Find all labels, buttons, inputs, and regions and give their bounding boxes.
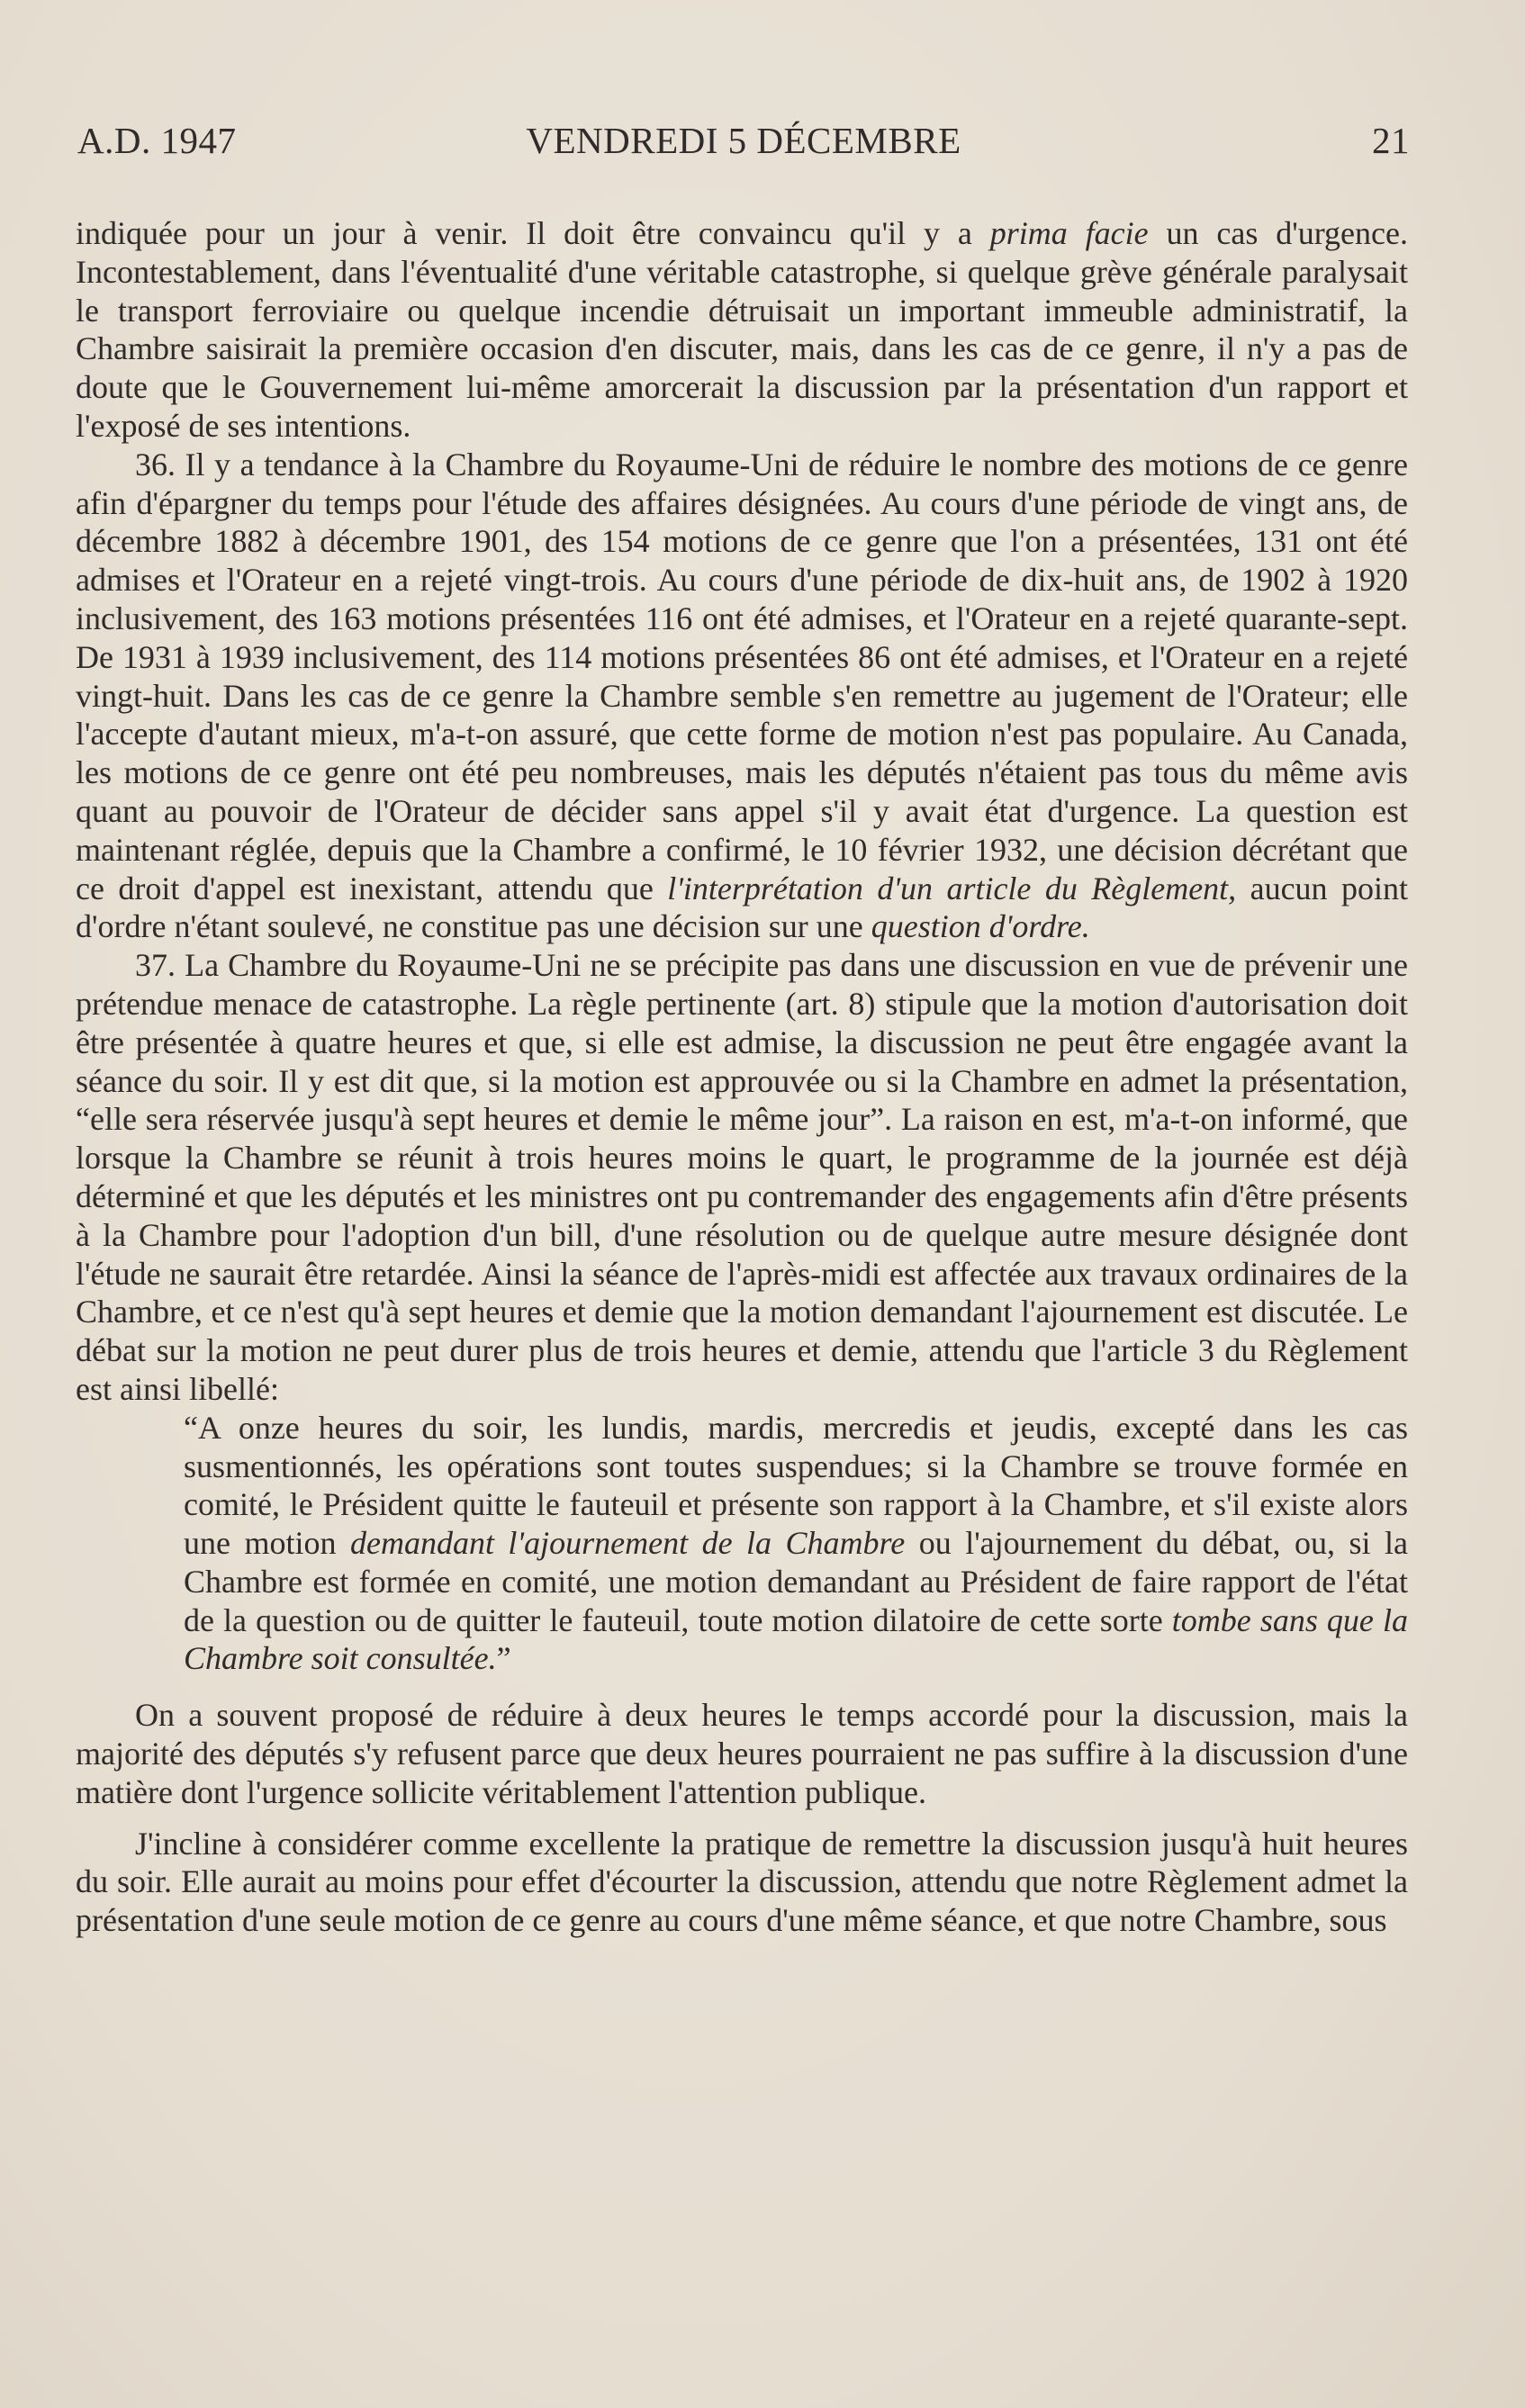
page-number: 21 [1372,120,1410,161]
italic-phrase: question d'ordre. [871,908,1090,945]
paragraph-37: 37. La Chambre du Royaume-Uni ne se précipite pas dans une discussion en vue de prévenir une prétendue menace de catastrophe. La règle pertinente (art. 8) stipule que la motion d'autorisation doit être présentée à quatre heures et que, si elle est admise, la discussion ne peut être engagée avant la séance du soir. Il y est dit que, si la motion est approuvée ou si la Chambre en admet la présentation, “elle sera réservée jusqu'à sept heures et demie le même jour”. La raison en est, m'a-t-on informé, que lorsque la Chambre se réunit à trois heures moins le quart, le programme de la journée est déjà déterminé et que les députés et les ministres ont pu contremander des engagements afin d'être présents à la Chambre pour l'adoption d'un bill, d'une résolution ou de quelque autre mesure désignée dont l'étude ne saurait être retardée. Ainsi la séance de l'après-midi est affectée aux travaux ordinaires de la Chambre, et ce n'est qu'à sept heures et demie que la motion demandant l'ajournement est discutée. Le débat sur la motion ne peut durer plus de trois heures et demie, attendu que l'article 3 du Règlement est ainsi libellé: [76,947,1408,1407]
header-year: A.D. 1947 [77,120,237,161]
italic-phrase: prima facie [989,215,1149,251]
italic-phrase: tombe sans que la Chambre soit consultée. [184,1601,1408,1677]
paragraph-reduction: On a souvent proposé de réduire à deux heures le temps accordé pour la discussion, mais la majorité des députés s'y refusent parce que deux heures pourraient ne pas suffire à la discussion d'une matière dont l'urgence sollicite véritablement l'attention publique. [76,1697,1408,1810]
italic-phrase: demandant l'ajournement de la Chambre [349,1525,906,1562]
paragraph-continuation: indiquée pour un jour à venir. Il doit être convaincu qu'il y a prima facie un cas d'urgence. Incontestablement, dans l'éventualité d'une véritable catastrophe, si quelque grève générale paralysait le transport ferroviaire ou quelque incendie détruisait un important immeuble administratif, la Chambre saisirait la première occasion d'en discuter, mais, dans les cas de ce genre, il n'y a pas de doute que le Gouvernement lui-même amorcerait la discussion par la présentation d'un rapport et l'exposé de ses intentions. [76,215,1408,444]
header-date: VENDREDI 5 DÉCEMBRE [526,120,961,161]
paragraph-incline: J'incline à considérer comme excellente la pratique de remettre la discussion jusqu'à huit heures du soir. Elle aurait au moins pour effet d'écourter la discussion, attendu que notre Règlement admet la présentation d'une seule motion de ce genre au cours d'une même séance, et que notre Chambre, sous [76,1825,1408,1939]
paragraph-36: 36. Il y a tendance à la Chambre du Royaume-Uni de réduire le nombre des motions de ce genre afin d'épargner du temps pour l'étude des affaires désignées. Au cours d'une période de vingt ans, de décembre 1882 à décembre 1901, des 154 motions de ce genre que l'on a présentées, 131 ont été admises et l'Orateur en a rejeté vingt-trois. Au cours d'une période de dix-huit ans, de 1902 à 1920 inclusivement, des 163 motions présentées 116 ont été admises, et l'Orateur en a rejeté quarante-sept. De 1931 à 1939 inclusivement, des 114 motions présentées 86 ont été admises, et l'Orateur en a rejeté vingt-huit. Dans les cas de ce genre la Chambre semble s'en remettre au jugement de l'Orateur; elle l'accepte d'autant mieux, m'a-t-on assuré, que cette forme de motion n'est pas populaire. Au Canada, les motions de ce genre ont été peu nombreuses, mais les députés n'étaient pas tous du même avis quant au pouvoir de l'Orateur de décider sans appel s'il y avait état d'urgence. La question est maintenant réglée, depuis que la Chambre a confirmé, le 10 février 1932, une décision décrétant que ce droit d'appel est inexistant, attendu que l'interprétation d'un article du Règlement, aucun point d'ordre n'étant soulevé, ne constitue pas une décision sur une question d'ordre. [76,446,1408,945]
body-text [76,214,1408,1940]
page-header [77,119,1410,166]
block-quote: “A onze heures du soir, les lundis, mardis, mercredis et jeudis, excepté dans les cas susmentionnés, les opérations sont toutes suspendues; si la Chambre se trouve formée en comité, le Président quitte le fauteuil et présente son rapport à la Chambre, et s'il existe alors une motion demandant l'ajournement de la Chambre ou l'ajournement du débat, ou, si la Chambre est formée en comité, une motion demandant au Président de faire rapport de l'état de la question ou de quitter le fauteuil, toute motion dilatoire de cette sorte tombe sans que la Chambre soit consultée.” [184,1409,1409,1677]
italic-phrase: l'interprétation d'un article du Règlement, [667,870,1237,906]
